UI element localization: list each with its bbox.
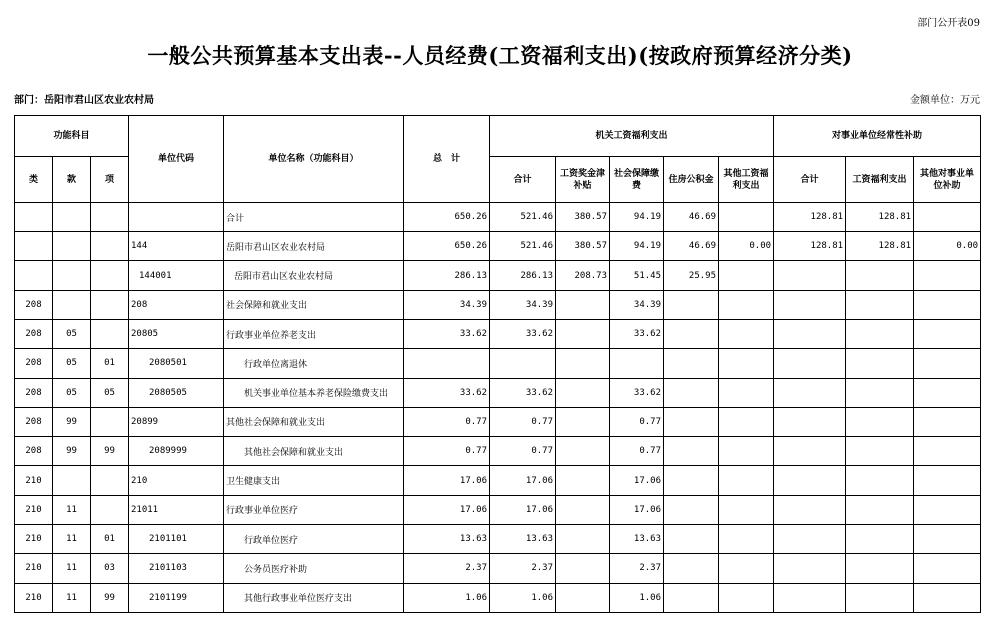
table-row (15, 349, 981, 378)
cell-org-other (719, 378, 774, 407)
cell-total: 0.77 (404, 437, 490, 466)
table-row (15, 583, 981, 612)
cell-unit-name: 社会保障和就业支出 (224, 290, 404, 319)
cell-org-total: 33.62 (490, 378, 556, 407)
cell-unit-code: 2101199 (129, 583, 224, 612)
cell-org-salary (556, 290, 610, 319)
cell-unit-name: 机关事业单位基本养老保险缴费支出 (224, 378, 404, 407)
cell-total: 13.63 (404, 524, 490, 553)
cell-total: 33.62 (404, 378, 490, 407)
header-inst-total: 合计 (774, 157, 846, 202)
cell-unit-name: 其他社会保障和就业支出 (224, 437, 404, 466)
table-row (15, 232, 981, 261)
cell-lei: 208 (15, 437, 53, 466)
cell-lei: 210 (15, 583, 53, 612)
cell-org-salary (556, 319, 610, 348)
cell-org-total: 17.06 (490, 466, 556, 495)
cell-org-other (719, 524, 774, 553)
cell-unit-name: 行政事业单位医疗 (224, 495, 404, 524)
header-org-other: 其他工资福利支出 (719, 157, 774, 202)
cell-total: 650.26 (404, 232, 490, 261)
cell-inst-salary (846, 290, 914, 319)
cell-org-housing (664, 319, 719, 348)
cell-kuan: 11 (53, 554, 91, 583)
cell-unit-code: 144001 (129, 261, 224, 290)
expenditure-table (14, 115, 981, 613)
cell-org-other (719, 554, 774, 583)
cell-org-housing (664, 378, 719, 407)
cell-inst-salary (846, 466, 914, 495)
cell-kuan (53, 261, 91, 290)
cell-org-salary: 380.57 (556, 202, 610, 231)
cell-org-salary: 380.57 (556, 232, 610, 261)
cell-total: 0.77 (404, 407, 490, 436)
cell-org-total: 286.13 (490, 261, 556, 290)
cell-org-social: 94.19 (610, 202, 664, 231)
cell-total: 286.13 (404, 261, 490, 290)
cell-unit-name: 合计 (224, 202, 404, 231)
table-row (15, 261, 981, 290)
cell-lei: 208 (15, 319, 53, 348)
cell-org-salary (556, 466, 610, 495)
cell-unit-code: 2080505 (129, 378, 224, 407)
cell-inst-other: 0.00 (914, 232, 981, 261)
cell-inst-other (914, 349, 981, 378)
cell-kuan: 05 (53, 319, 91, 348)
cell-unit-name: 其他社会保障和就业支出 (224, 407, 404, 436)
table-row (15, 290, 981, 319)
cell-org-housing (664, 466, 719, 495)
cell-org-other (719, 202, 774, 231)
cell-xiang: 03 (91, 554, 129, 583)
cell-org-social: 33.62 (610, 378, 664, 407)
cell-org-housing (664, 349, 719, 378)
cell-lei: 208 (15, 407, 53, 436)
cell-org-total: 33.62 (490, 319, 556, 348)
cell-org-housing (664, 583, 719, 612)
cell-org-other (719, 466, 774, 495)
table-row (15, 378, 981, 407)
cell-unit-code: 2101101 (129, 524, 224, 553)
cell-kuan: 11 (53, 524, 91, 553)
cell-kuan: 05 (53, 378, 91, 407)
cell-xiang (91, 319, 129, 348)
cell-inst-other (914, 524, 981, 553)
cell-org-social: 1.06 (610, 583, 664, 612)
cell-org-social: 94.19 (610, 232, 664, 261)
cell-org-total: 0.77 (490, 437, 556, 466)
cell-unit-name: 行政事业单位养老支出 (224, 319, 404, 348)
cell-unit-name: 卫生健康支出 (224, 466, 404, 495)
cell-org-other: 0.00 (719, 232, 774, 261)
cell-inst-total (774, 524, 846, 553)
table-row (15, 554, 981, 583)
cell-org-total: 17.06 (490, 495, 556, 524)
cell-org-other (719, 261, 774, 290)
cell-inst-total: 128.81 (774, 202, 846, 231)
cell-total: 17.06 (404, 495, 490, 524)
cell-org-salary (556, 495, 610, 524)
cell-inst-salary (846, 437, 914, 466)
cell-org-housing (664, 495, 719, 524)
header-row-1 (15, 116, 981, 157)
cell-unit-code: 210 (129, 466, 224, 495)
cell-inst-other (914, 407, 981, 436)
cell-org-other (719, 319, 774, 348)
cell-org-salary (556, 554, 610, 583)
cell-org-social: 33.62 (610, 319, 664, 348)
cell-org-total (490, 349, 556, 378)
cell-org-other (719, 290, 774, 319)
cell-lei: 210 (15, 524, 53, 553)
table-row (15, 495, 981, 524)
cell-xiang (91, 232, 129, 261)
cell-inst-other (914, 495, 981, 524)
cell-unit-name: 行政单位离退休 (224, 349, 404, 378)
cell-org-social: 2.37 (610, 554, 664, 583)
cell-inst-salary (846, 554, 914, 583)
cell-unit-code: 2080501 (129, 349, 224, 378)
cell-org-total: 521.46 (490, 202, 556, 231)
cell-org-social (610, 349, 664, 378)
cell-org-social: 13.63 (610, 524, 664, 553)
cell-total: 17.06 (404, 466, 490, 495)
cell-xiang: 01 (91, 524, 129, 553)
cell-unit-code (129, 202, 224, 231)
cell-xiang: 99 (91, 437, 129, 466)
cell-org-social: 17.06 (610, 466, 664, 495)
cell-inst-other (914, 583, 981, 612)
cell-org-total: 521.46 (490, 232, 556, 261)
cell-inst-total (774, 319, 846, 348)
cell-inst-other (914, 290, 981, 319)
cell-org-social: 51.45 (610, 261, 664, 290)
cell-inst-other (914, 261, 981, 290)
cell-inst-salary: 128.81 (846, 202, 914, 231)
cell-inst-salary (846, 261, 914, 290)
cell-total: 34.39 (404, 290, 490, 319)
table-row (15, 202, 981, 231)
cell-unit-code: 2089999 (129, 437, 224, 466)
header-func-subject: 功能科目 (15, 116, 129, 157)
cell-kuan: 99 (53, 437, 91, 466)
page-code: 部门公开表09 (917, 18, 980, 29)
cell-unit-code: 20899 (129, 407, 224, 436)
table-row (15, 437, 981, 466)
header-org-total: 合计 (490, 157, 556, 202)
cell-org-social: 0.77 (610, 437, 664, 466)
cell-unit-code: 208 (129, 290, 224, 319)
header-lei: 类 (15, 157, 53, 202)
cell-inst-total (774, 583, 846, 612)
table-row (15, 319, 981, 348)
cell-org-salary (556, 378, 610, 407)
cell-inst-salary (846, 407, 914, 436)
cell-lei: 208 (15, 349, 53, 378)
cell-lei: 210 (15, 495, 53, 524)
header-org-salary: 工资奖金津补贴 (556, 157, 610, 202)
cell-inst-total (774, 554, 846, 583)
header-org-housing: 住房公积金 (664, 157, 719, 202)
cell-inst-total (774, 466, 846, 495)
cell-unit-name: 其他行政事业单位医疗支出 (224, 583, 404, 612)
cell-kuan: 05 (53, 349, 91, 378)
cell-org-social: 0.77 (610, 407, 664, 436)
cell-xiang: 99 (91, 583, 129, 612)
header-unit-name: 单位名称（功能科目） (224, 116, 404, 203)
cell-org-salary: 208.73 (556, 261, 610, 290)
header-inst-other: 其他对事业单位补助 (914, 157, 981, 202)
cell-lei (15, 261, 53, 290)
cell-org-other (719, 437, 774, 466)
table-row (15, 524, 981, 553)
cell-org-salary (556, 583, 610, 612)
cell-org-housing (664, 437, 719, 466)
cell-unit-code: 144 (129, 232, 224, 261)
cell-xiang (91, 261, 129, 290)
cell-org-total: 34.39 (490, 290, 556, 319)
department-label: 部门：岳阳市君山区农业农村局 (14, 95, 154, 106)
cell-total (404, 349, 490, 378)
cell-kuan: 11 (53, 583, 91, 612)
cell-unit-name: 岳阳市君山区农业农村局 (224, 261, 404, 290)
cell-xiang (91, 495, 129, 524)
cell-lei: 208 (15, 290, 53, 319)
cell-lei: 208 (15, 378, 53, 407)
cell-kuan (53, 232, 91, 261)
cell-kuan (53, 466, 91, 495)
cell-inst-other (914, 202, 981, 231)
cell-xiang: 05 (91, 378, 129, 407)
header-total: 总 计 (404, 116, 490, 203)
cell-org-other (719, 583, 774, 612)
table-row (15, 407, 981, 436)
cell-org-total: 0.77 (490, 407, 556, 436)
cell-inst-total (774, 378, 846, 407)
cell-lei: 210 (15, 466, 53, 495)
cell-inst-other (914, 378, 981, 407)
cell-org-other (719, 407, 774, 436)
cell-total: 33.62 (404, 319, 490, 348)
cell-total: 650.26 (404, 202, 490, 231)
cell-unit-code: 21011 (129, 495, 224, 524)
cell-inst-total: 128.81 (774, 232, 846, 261)
header-org-social: 社会保障缴费 (610, 157, 664, 202)
cell-inst-other (914, 437, 981, 466)
header-unit-code: 单位代码 (129, 116, 224, 203)
cell-inst-other (914, 319, 981, 348)
cell-org-salary (556, 349, 610, 378)
cell-inst-salary: 128.81 (846, 232, 914, 261)
cell-unit-name: 行政单位医疗 (224, 524, 404, 553)
cell-org-salary (556, 407, 610, 436)
cell-lei (15, 232, 53, 261)
header-kuan: 款 (53, 157, 91, 202)
cell-org-total: 13.63 (490, 524, 556, 553)
cell-inst-total (774, 495, 846, 524)
cell-lei (15, 202, 53, 231)
cell-inst-other (914, 554, 981, 583)
cell-inst-salary (846, 583, 914, 612)
cell-kuan: 99 (53, 407, 91, 436)
cell-org-housing: 46.69 (664, 202, 719, 231)
cell-inst-total (774, 349, 846, 378)
cell-org-housing (664, 407, 719, 436)
cell-org-housing (664, 554, 719, 583)
cell-xiang (91, 407, 129, 436)
header-org-group: 机关工资福利支出 (490, 116, 774, 157)
cell-org-housing (664, 290, 719, 319)
cell-xiang (91, 290, 129, 319)
cell-inst-other (914, 466, 981, 495)
cell-inst-salary (846, 524, 914, 553)
cell-org-total: 2.37 (490, 554, 556, 583)
cell-kuan (53, 202, 91, 231)
cell-org-salary (556, 524, 610, 553)
cell-xiang: 01 (91, 349, 129, 378)
cell-org-social: 34.39 (610, 290, 664, 319)
cell-kuan: 11 (53, 495, 91, 524)
cell-org-total: 1.06 (490, 583, 556, 612)
cell-xiang (91, 202, 129, 231)
cell-org-housing: 25.95 (664, 261, 719, 290)
header-inst-group: 对事业单位经常性补助 (774, 116, 981, 157)
cell-inst-total (774, 290, 846, 319)
cell-inst-salary (846, 349, 914, 378)
cell-total: 2.37 (404, 554, 490, 583)
cell-unit-code: 20805 (129, 319, 224, 348)
cell-total: 1.06 (404, 583, 490, 612)
header-inst-salary: 工资福利支出 (846, 157, 914, 202)
cell-lei: 210 (15, 554, 53, 583)
cell-inst-total (774, 437, 846, 466)
cell-inst-salary (846, 378, 914, 407)
cell-org-other (719, 495, 774, 524)
header-xiang: 项 (91, 157, 129, 202)
cell-org-other (719, 349, 774, 378)
page-title: 一般公共预算基本支出表--人员经费(工资福利支出)(按政府预算经济分类) (147, 43, 853, 68)
cell-inst-total (774, 407, 846, 436)
cell-unit-name: 岳阳市君山区农业农村局 (224, 232, 404, 261)
cell-unit-code: 2101103 (129, 554, 224, 583)
cell-org-social: 17.06 (610, 495, 664, 524)
cell-kuan (53, 290, 91, 319)
cell-xiang (91, 466, 129, 495)
cell-inst-total (774, 261, 846, 290)
cell-inst-salary (846, 319, 914, 348)
cell-org-housing: 46.69 (664, 232, 719, 261)
cell-inst-salary (846, 495, 914, 524)
cell-unit-name: 公务员医疗补助 (224, 554, 404, 583)
table-row (15, 466, 981, 495)
cell-org-housing (664, 524, 719, 553)
amount-unit-label: 金额单位：万元 (910, 95, 980, 106)
cell-org-salary (556, 437, 610, 466)
